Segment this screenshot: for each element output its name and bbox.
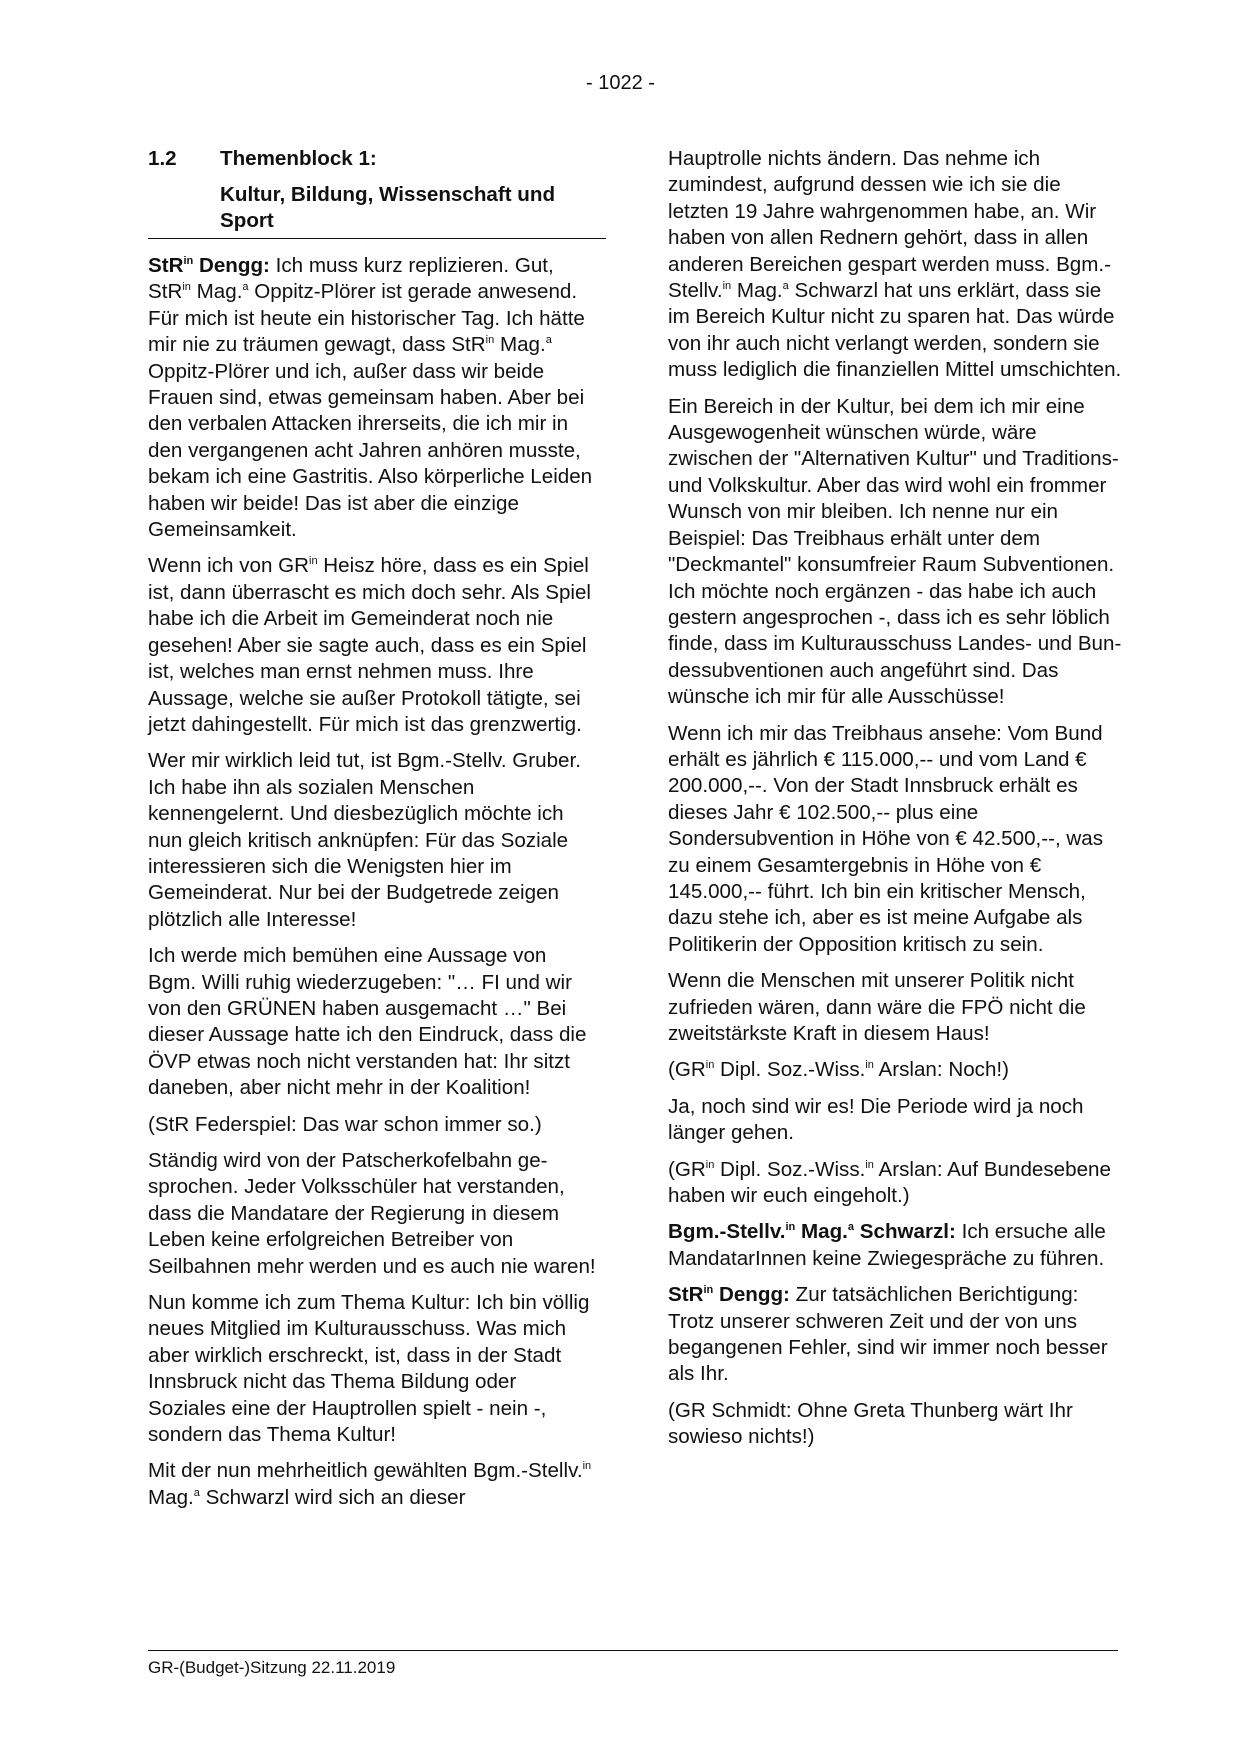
speaker-name: StR$^{in}$ Dengg: <box>668 1283 790 1307</box>
paragraph-periode: Ja, noch sind wir es! Die Periode wird ja noch länger gehen. <box>668 1094 1084 1145</box>
interjection-arslan-1: ($GR^{in}$ Dipl. Soz.-Wiss.$^{in}$ Arslan: Noch!) <box>668 1058 1009 1082</box>
right-column <box>668 146 1123 1461</box>
interjection-federspiel: (StR Federspiel: Das war schon immer so.) <box>148 1112 542 1136</box>
paragraph-dengg-1: StR$^{in}$ Dengg: Ich muss kurz replizieren. Gut, StR$^{in}$ Mag.$^a$ Oppitz-Plörer ist gerade anwesend. Für mich ist heute ein historischer Tag. Ich hätte mir nie zu träumen gewagt, dass StR$^{in}$ Mag.$^a$ Oppitz-Plörer und ich, außer dass wir beide Frauen sind, etwas gemeinsam haben. Aber bei den verbalen Attacken ihrerseits, die ich mir in den vergangenen acht Jahren anhören musste, bekam ich eine Gastritis. Also körperliche Leiden haben wir beide! Das ist aber die einzige Gemeinsamkeit. <box>148 254 593 542</box>
speaker-name: Bgm.-Stellv.$^{in}$ Mag.$^a$ Schwarzl: <box>668 1220 956 1244</box>
speaker-name: StR$^{in}$ Dengg: <box>148 254 270 277</box>
paragraph-gruber: Wer mir wirklich leid tut, ist Bgm.-Stellv. Gruber. Ich habe ihn als sozialen Menschen kennengelernt. Und diesbezüglich möchte ich nun gleich kritisch anknüpfen: Für das Soziale interessieren sich die Wenigsten hier im Gemeinderat. Nur bei der Budgetrede zeigen plötzlich alle Interesse! <box>148 749 581 931</box>
paragraph-willi: Ich werde mich bemühen eine Aussage von Bgm. Willi ruhig wiederzugeben: "… FI und wir von den GRÜNEN haben ausgemacht …" Bei dieser Aussage hatte ich den Eindruck, dass die ÖVP etwas noch nicht verstanden hat: Ihr sitzt daneben, aber nicht mehr in der Koalition! <box>148 944 587 1100</box>
paragraph-patscherkofelbahn: Ständig wird von der Patscherkofelbahn gesprochen. Jeder Volksschüler hat verstanden, dass die Mandatare der Regierung in diesem Leben keine erfolgreichen Betreiber von Seilbahnen mehr werden und es auch nie waren! <box>148 1149 596 1278</box>
paragraph-schwarzl-chair: Bgm.-Stellv.$^{in}$ Mag.$^a$ Schwarzl: Ich ersuche alle MandatarInnen keine Zwiegespräche zu führen. <box>668 1220 1106 1270</box>
section-subtitle: Kultur, Bildung, Wissenschaft und Sport <box>220 183 556 232</box>
section-title: Themenblock 1: <box>220 147 377 170</box>
left-column <box>148 146 598 1521</box>
paragraph-treibhaus: Wenn ich mir das Treibhaus ansehe: Vom Bund erhält es jährlich € 115.000,-- und vom Land € 200.000,--. Von der Stadt Innsbruck erhält es dieses Jahr € 102.500,-- plus eine Sondersubvention in Höhe von € 42.500,--, was zu einem Gesamtergebnis in Höhe von € 145.000,-- führt. Ich bin ein kritischer Mensch, dazu stehe ich, aber es ist meine Aufgabe als Politikerin der Opposition kritisch zu sein. <box>668 721 1104 956</box>
page-number: - 1022 - <box>586 72 655 94</box>
footer-divider <box>148 1650 1118 1651</box>
paragraph-fpoe: Wenn die Menschen mit unserer Politik nicht zufrieden wären, dann wäre die FPÖ nicht die zweitstärkste Kraft in diesem Haus! <box>668 969 1086 1045</box>
paragraph-heisz: Wenn ich von $GR^{in}$ Heisz höre, dass es ein Spiel ist, dann überrascht es mich doch sehr. Als Spiel habe ich die Arbeit im Gemeinderat noch nie gesehen! Aber sie sagte auch, dass es ein Spiel ist, welches man ernst nehmen muss. Ihre Aussage, welche sie außer Protokoll tätigte, sei jetzt dahingestellt. Für mich ist das grenzwertig. <box>148 554 591 736</box>
paragraph-ausgewogenheit: Ein Bereich in der Kultur, bei dem ich mir eine Ausgewogenheit wünschen würde, wäre zwischen der "Alternativen Kultur" und Traditions- und Volkskultur. Aber das wird wohl ein frommer Wunsch von mir bleiben. Ich nenne nur ein Beispiel: Das Treibhaus erhält unter dem "Deckmantel" konsumfreier Raum Subventionen. Ich möchte noch ergänzen - das habe ich auch gestern angesprochen -, dass ich es sehr löblich finde, dass im Kulturausschuss Landes- und Bundessubventionen auch angeführt sind. Das wünsche ich mir für alle Ausschüsse! <box>668 394 1122 709</box>
section-number: 1.2 <box>148 147 177 170</box>
interjection-arslan-2: ($GR^{in}$ Dipl. Soz.-Wiss.$^{in}$ Arslan: Auf Bundesebene haben wir euch eingeholt.) <box>668 1157 1111 1208</box>
paragraph-schwarzl: Mit der nun mehrheitlich gewählten Bgm.-Stellv.$^{in}$ Mag.$^a$ Schwarzl wird sich an dieser <box>148 1459 592 1509</box>
section-heading <box>148 146 606 239</box>
paragraph-hauptrolle: Hauptrolle nichts ändern. Das nehme ich zumindest, aufgrund dessen wie ich sie die letzten 19 Jahre wahrgenommen habe, an. Wir haben von allen Rednern gehört, dass in allen anderen Bereichen gespart werden muss. Bgm.-Stellv.$^{in}$ Mag.$^a$ Schwarzl hat uns erklärt, dass sie im Bereich Kultur nicht zu sparen hat. Das würde von ihr auch nicht verlangt werden, sondern sie muss lediglich die finanziellen Mittel umschichten. <box>668 147 1122 382</box>
paragraph-kultur: Nun komme ich zum Thema Kultur: Ich bin völlig neues Mitglied im Kulturausschuss. Was mich aber wirklich erschreckt, ist, dass in der Stadt Innsbruck nicht das Thema Bildung oder Soziales eine der Hauptrollen spielt - nein -, sondern das Thema Kultur! <box>148 1291 590 1447</box>
paragraph-dengg-2: StR$^{in}$ Dengg: Zur tatsächlichen Berichtigung: Trotz unserer schweren Zeit und der von uns begangenen Fehler, sind wir immer noch besser als Ihr. <box>668 1283 1108 1386</box>
footer-text: GR-(Budget-)Sitzung 22.11.2019 <box>148 1658 396 1677</box>
interjection-schmidt: (GR Schmidt: Ohne Greta Thunberg wärt Ihr sowieso nichts!) <box>668 1398 1073 1449</box>
